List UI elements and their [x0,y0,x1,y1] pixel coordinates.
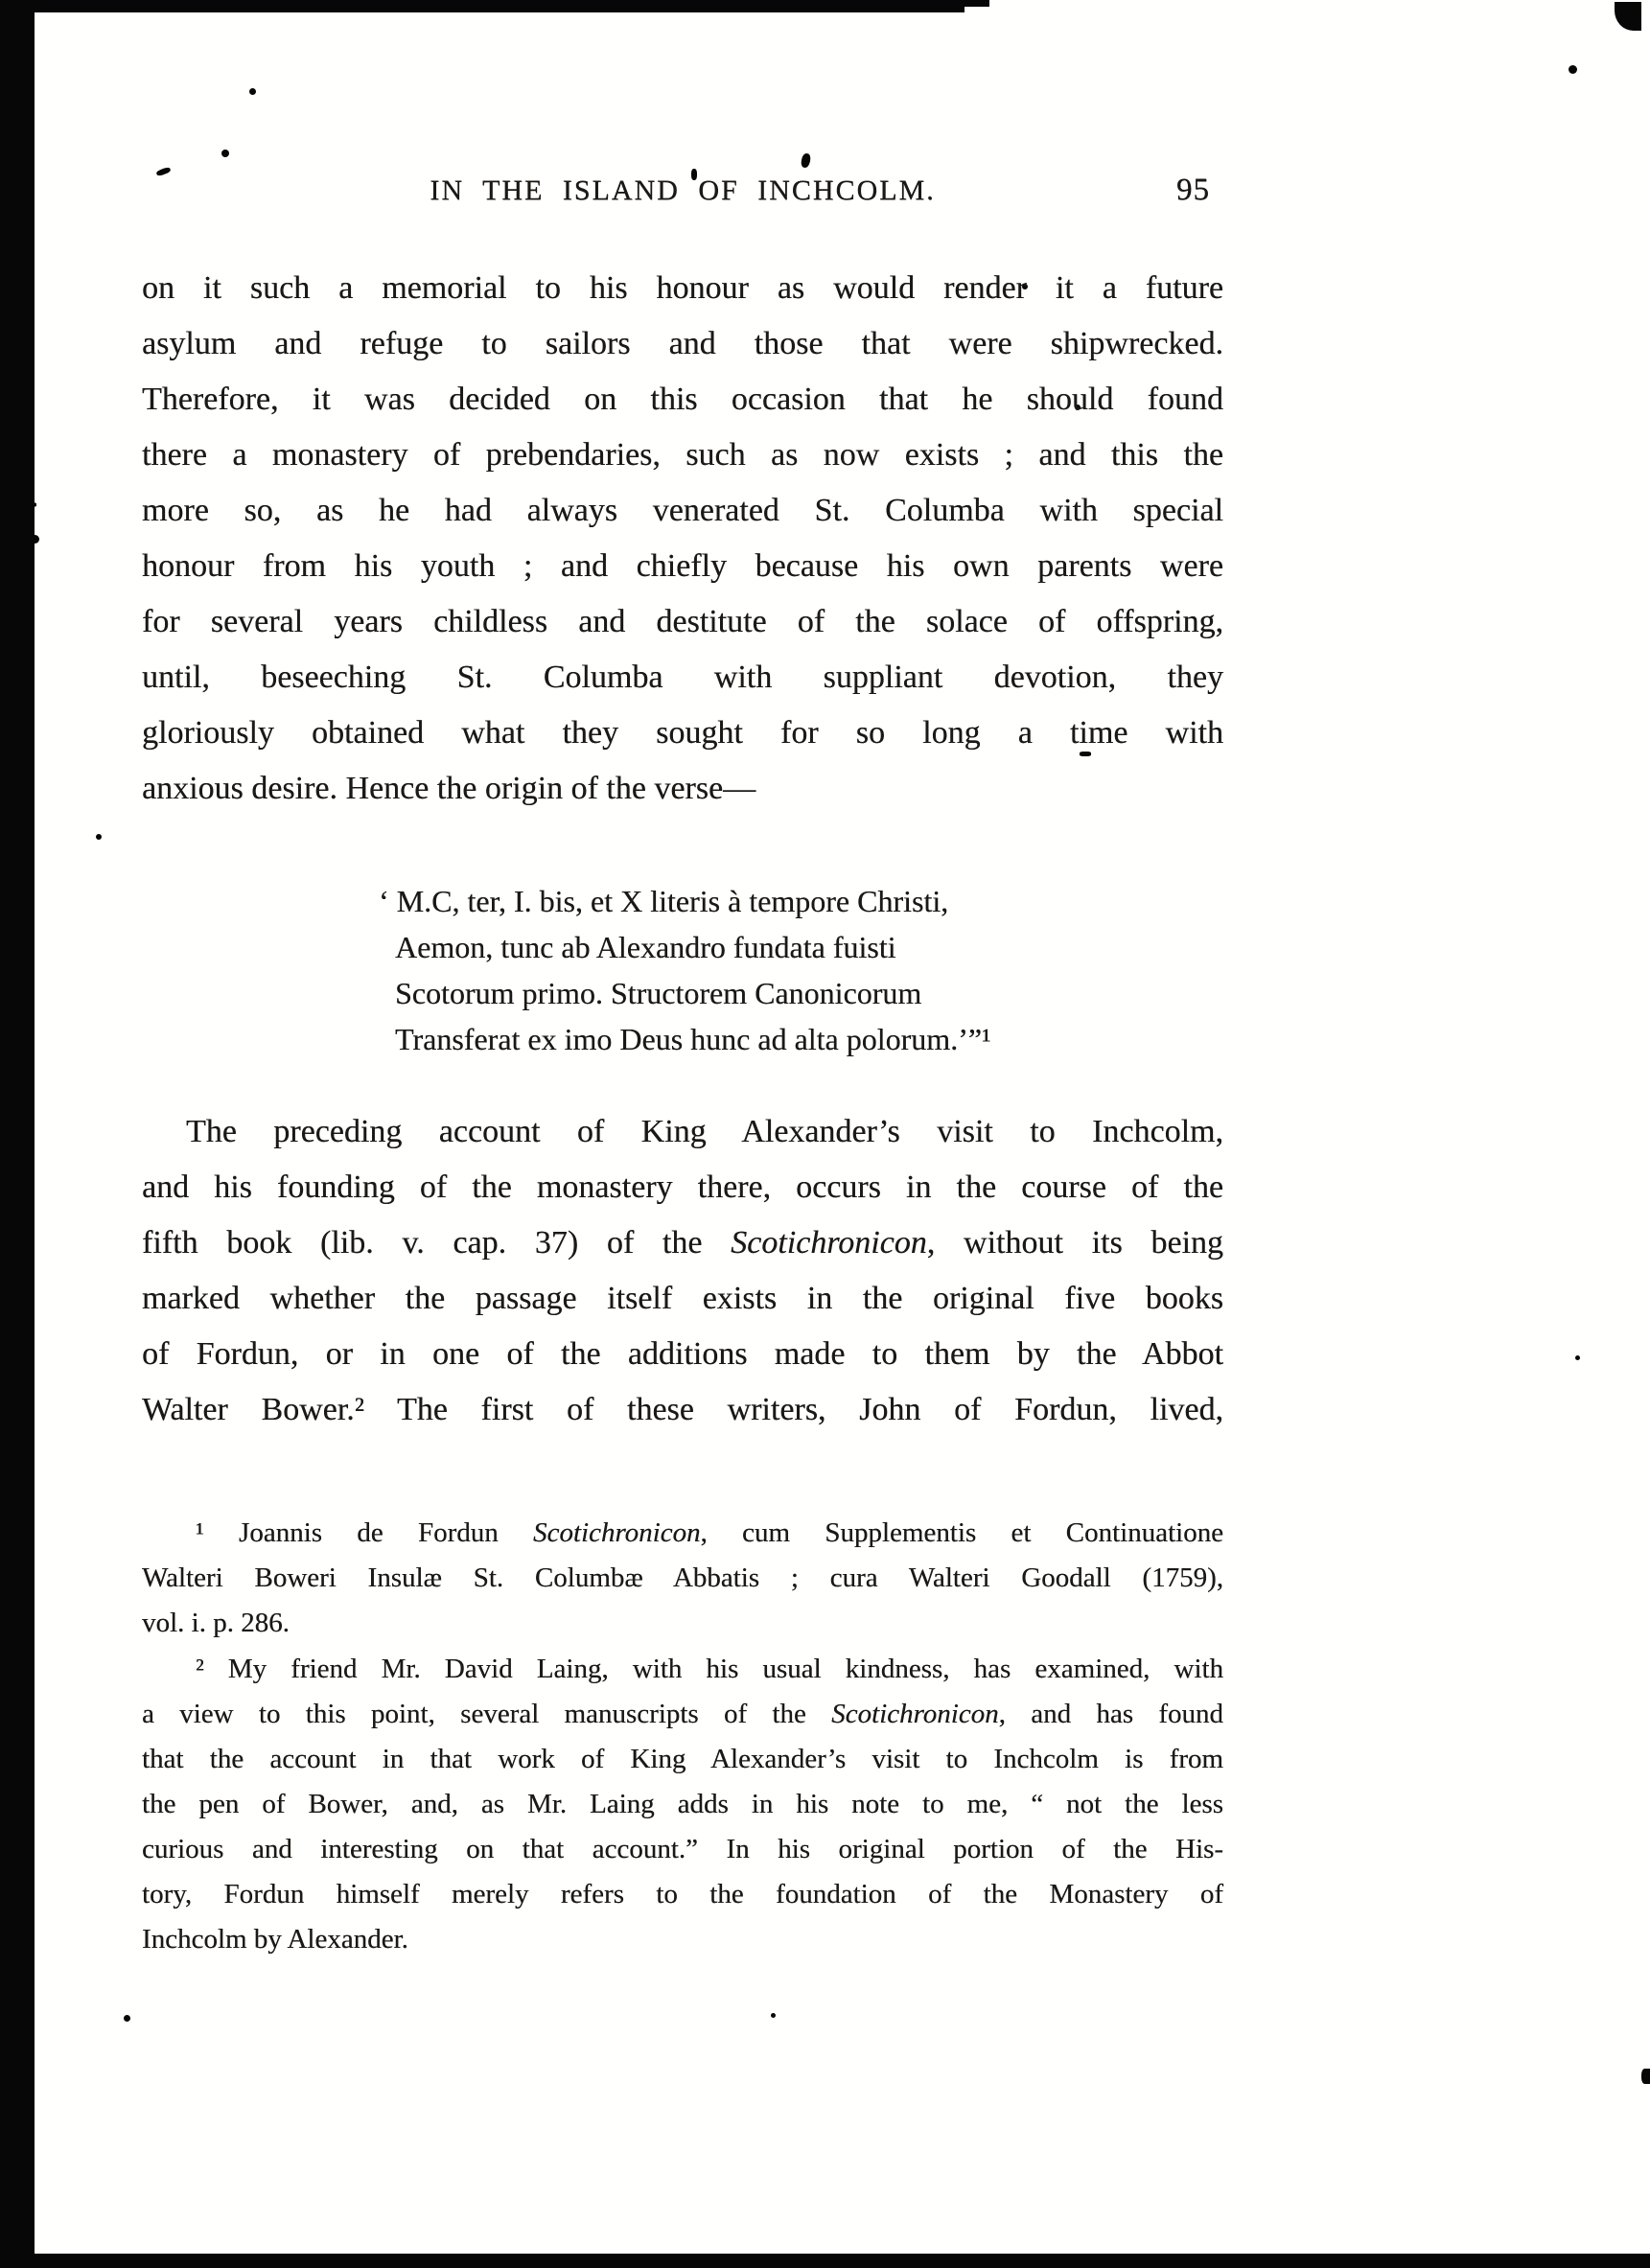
paragraph-scotichronicon [142,1104,1223,1438]
scan-speck [221,150,229,157]
text-line: fifth book (lib. v. cap. 37) of the Scotichronicon, without its being [142,1225,1223,1261]
text-line: a view to this point, several manuscripts of the Scotichronicon, and has found [142,1699,1223,1729]
page-header-title: IN THE ISLAND OF INCHCOLM. [430,174,936,206]
scan-speck [23,502,36,507]
text-line: Walter Bower.² The first of these writers, John of Fordun, lived, [142,1392,1223,1427]
text-line: until, beseeching St. Columba with suppliant devotion, they [142,660,1223,695]
text-line: The preceding account of King Alexander’s visit to Inchcolm, [186,1114,1223,1149]
scan-border-top [0,0,964,12]
footnote-1 [142,1511,1223,1646]
text-line: ² My friend Mr. David Laing, with his usual kindness, has examined, with [196,1654,1223,1684]
scan-speck [801,152,812,169]
text-line: for several years childless and destitute of the solace of offspring, [142,604,1223,639]
text-line: Transferat ex imo Deus hunc ad alta polorum.’”¹ [395,1022,991,1056]
text-line: Scotorum primo. Structorem Canonicorum [395,976,922,1010]
scan-artifact-right-edge [1641,2069,1650,2084]
text-line: ‘ M.C, ter, I. bis, et X literis à tempore Christi, [379,884,949,918]
scan-border-left [0,0,35,2268]
text-line: anxious desire. Hence the origin of the verse— [142,771,756,806]
text-line: honour from his youth ; and chiefly because his own parents were [142,548,1223,584]
text-line: more so, as he had always venerated St. Columba with special [142,493,1223,528]
scan-speck [124,2015,130,2022]
text-line: of Fordun, or in one of the additions made to them by the Abbot [142,1336,1223,1372]
text-line: and his founding of the monastery there, occurs in the course of the [142,1169,1223,1205]
text-line: marked whether the passage itself exists in the original five books [142,1281,1223,1316]
scan-speck [249,88,256,95]
running-head [142,174,1223,207]
footnote-2 [142,1647,1223,1962]
text-line: Inchcolm by Alexander. [142,1924,408,1955]
text-line: gloriously obtained what they sought for so long a time with [142,715,1223,751]
page-number: 95 [1176,173,1210,207]
scan-speck [1575,1355,1580,1360]
text-line: on it such a memorial to his honour as would render it a future [142,270,1223,306]
text-line: the pen of Bower, and, as Mr. Laing adds in his note to me, “ not the less [142,1789,1223,1819]
text-line: tory, Fordun himself merely refers to the foundation of the Monastery of [142,1879,1223,1909]
text-line: vol. i. p. 286. [142,1608,290,1638]
scan-speck [31,535,39,544]
text-line: there a monastery of prebendaries, such as now exists ; and this the [142,437,1223,473]
text-line: that the account in that work of King Alexander’s visit to Inchcolm is from [142,1744,1223,1774]
text-line: ¹ Joannis de Fordun Scotichronicon, cum Supplementis et Continuatione [196,1517,1223,1548]
latin-verse-quote [142,878,1223,1062]
text-line: asylum and refuge to sailors and those that were shipwrecked. [142,326,1223,361]
paragraph-opening [142,261,1223,817]
text-line: Aemon, tunc ab Alexandro fundata fuisti [395,930,896,964]
scan-speck [96,834,102,840]
text-line: Walteri Boweri Insulæ St. Columbæ Abbatis ; cura Walteri Goodall (1759), [142,1562,1223,1593]
text-line: curious and interesting on that account.” In his original portion of the His- [142,1834,1223,1864]
scan-border-bottom [0,2254,1650,2268]
scan-speck [1569,65,1577,74]
scan-artifact-top-right [1615,2,1641,31]
scan-speck [771,2013,776,2018]
text-line: Therefore, it was decided on this occasion that he should found [142,382,1223,417]
